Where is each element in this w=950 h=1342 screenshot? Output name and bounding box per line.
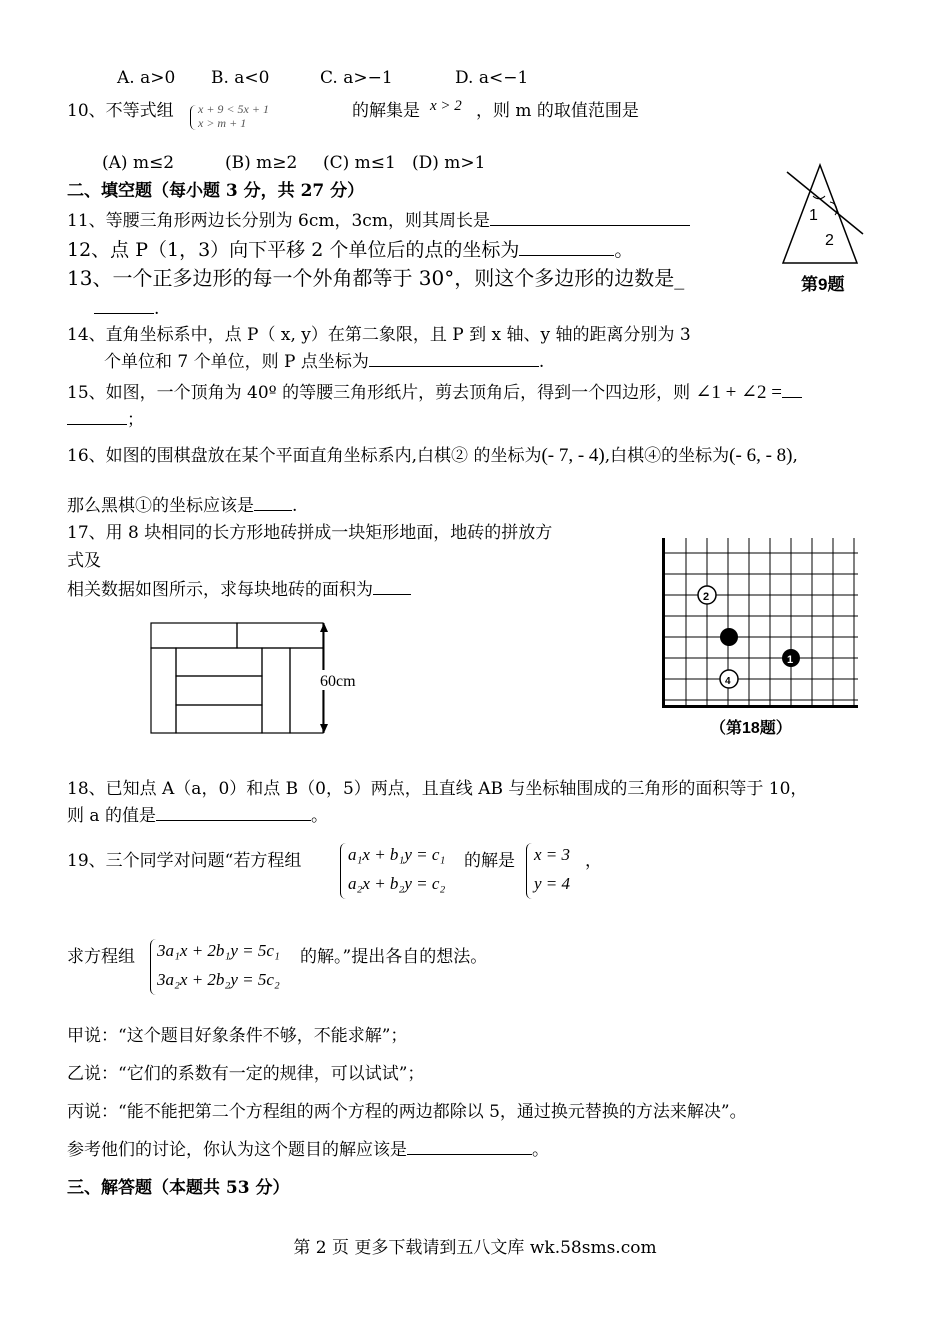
q16-line2 (67, 496, 297, 516)
q17-blank (373, 593, 411, 595)
q16-coord1: (- 7, - 4) (541, 445, 605, 466)
tile-right-vertical-2 (290, 648, 323, 733)
q12-end: 。 (614, 239, 634, 261)
q16-label: 那么黑棋①的坐标应该是 (67, 496, 254, 516)
q12-label: 12、点 P（1，3）向下平移 2 个单位后的点的坐标为 (67, 239, 520, 261)
q10-system (198, 102, 348, 132)
q12-blank (519, 254, 614, 256)
q16-part3: , (792, 446, 798, 466)
q19-bing: 丙说：“能不能把第二个方程组的两个方程的两边都除以 5，通过换元替换的方法来解决”。 (67, 1102, 747, 1122)
q15-label: 15、如图，一个顶角为 40º 的等腰三角形纸片，剪去顶角后，得到一个四边形，则 (67, 383, 691, 403)
go-grid (664, 538, 858, 705)
tile-right-vertical-1 (262, 648, 290, 733)
white-stone-4-label: 4 (725, 676, 731, 687)
q9-option-b: B. a<0 (211, 68, 270, 88)
section2-title: 二、填空题（每小题 3 分，共 27 分） (67, 181, 365, 201)
q14-blank (369, 365, 539, 367)
q10-solution: x > 2 (430, 98, 462, 114)
go-board-border-left (662, 538, 665, 708)
q17-line1: 17、用 8 块相同的长方形地砖拼成一块矩形地面，地砖的拼放方 (67, 523, 553, 543)
q19-line2-prefix: 求方程组 (67, 947, 135, 967)
q17-line2: 式及 (67, 551, 101, 571)
q19-eq1: a₁x + b₁y = c₁ (348, 845, 446, 864)
go-board-border-bottom (662, 705, 858, 708)
q16-part1: 16、如图的围棋盘放在某个平面直角坐标系内,白棋② 的坐标为 (67, 446, 542, 466)
q19-brace-2 (526, 843, 532, 899)
q10-option-b: (B) m≥2 (225, 153, 298, 173)
q14-end: . (538, 352, 545, 372)
q19-comma: ， (585, 851, 602, 871)
fig9-caption: 第9题 (801, 275, 845, 294)
q14-label: 个单位和 7 个单位，则 P 点坐标为 (104, 352, 369, 372)
fig18-caption: （第18题） (710, 720, 792, 737)
q19-sol2: y = 4 (534, 874, 571, 893)
tile-top-right (237, 623, 323, 648)
figure-17-tiles (148, 618, 378, 738)
figure-9-triangle (775, 160, 870, 300)
q19-system-2 (157, 939, 297, 997)
q18-blank (156, 819, 311, 821)
q13-line2 (94, 299, 159, 319)
q19-eq4: 3a₂x + 2b₂y = 5c₂ (157, 970, 280, 989)
q10-brace (190, 105, 196, 130)
q10-mid: 的解集是 (352, 101, 420, 121)
q17-label: 相关数据如图所示，求每块地砖的面积为 (67, 580, 373, 600)
q9-option-a: A. a>0 (117, 68, 176, 88)
q19-brace-1 (340, 843, 346, 899)
dimension-arrow-top (320, 623, 328, 632)
q16-line1 (67, 445, 798, 468)
q15-end: ； (127, 410, 144, 430)
q19-solution (534, 843, 584, 901)
q10-option-d: (D) m>1 (412, 153, 486, 173)
tile-top-left (151, 623, 237, 648)
q17-line3 (67, 580, 411, 600)
q10-system-line1: x + 9 < 5x + 1 (198, 102, 269, 116)
q19-brace-3 (150, 939, 156, 995)
q19-jia: 甲说：“这个题目好象条件不够，不能求解”； (67, 1026, 408, 1046)
q18-label: 则 a 的值是 (67, 806, 156, 826)
q10-suffix: ，则 m 的取值范围是 (476, 101, 639, 121)
black-stone-1-label: 1 (787, 654, 794, 666)
q16-coord2: (- 6, - 8) (729, 445, 793, 466)
q13-end: . (154, 299, 160, 319)
q18-end: 。 (310, 806, 328, 826)
q18-line2 (67, 806, 328, 826)
q19-eq3: 3a₁x + 2b₁y = 5c₁ (157, 941, 280, 960)
black-stone (720, 628, 738, 646)
q14-line1: 14、直角坐标系中，点 P（ x, y）在第二象限，且 P 到 x 轴、y 轴的距离分别为 3 (67, 325, 691, 345)
q19-system-1 (348, 843, 458, 901)
q15-blank-a (782, 396, 802, 398)
q19-line2-suffix: 的解。”提出各自的想法。 (300, 947, 488, 967)
q16-end: . (292, 496, 298, 516)
dimension-label: 60cm (320, 673, 356, 690)
q19-yi: 乙说：“它们的系数有一定的规律，可以试试”； (67, 1064, 425, 1084)
q19-blank (407, 1153, 532, 1155)
q15-line1 (67, 382, 802, 405)
q13-blank (94, 312, 154, 314)
q11-text (67, 211, 690, 231)
fig9-label-1: 1 (809, 207, 818, 224)
q9-option-d: D. a<−1 (455, 68, 529, 88)
q19-conclusion (67, 1140, 549, 1160)
q12-text (67, 239, 633, 262)
q19-prefix: 19、三个同学对问题“若方程组 (67, 851, 302, 871)
q16-part2: ,白棋④的坐标为 (604, 446, 730, 466)
q10-prefix: 10、不等式组 (67, 101, 174, 121)
q19-end: 。 (532, 1140, 549, 1160)
figure-18-go-board (655, 535, 865, 745)
tile-left-vertical (151, 648, 176, 733)
q15-blank-b (67, 423, 127, 425)
tile-middle-1 (176, 648, 262, 676)
q10-option-c: (C) m≤1 (323, 153, 396, 173)
q10-system-line2: x > m + 1 (198, 116, 247, 130)
tile-middle-2 (176, 676, 262, 705)
tile-middle-3 (176, 705, 262, 733)
dimension-arrow-bottom (320, 724, 328, 733)
q15-line2 (67, 410, 144, 430)
q13-line1: 13、一个正多边形的每一个外角都等于 30°，则这个多边形的边数是_ (67, 266, 685, 290)
q18-line1: 18、已知点 A（a，0）和点 B（0，5）两点，且直线 AB 与坐标轴围成的三角形的面积等于 10， (67, 779, 808, 799)
q10-option-a: (A) m≤2 (102, 153, 175, 173)
q19-mid: 的解是 (464, 851, 515, 871)
page-footer: 第 2 页 更多下载请到五八文库 wk.58sms.com (293, 1238, 657, 1258)
q15-expr: ∠1 + ∠2 = (695, 382, 783, 403)
section3-title: 三、解答题（本题共 53 分） (67, 1178, 290, 1198)
white-stone-2-label: 2 (703, 591, 710, 603)
q19-sol1: x = 3 (534, 845, 571, 864)
fig9-label-2: 2 (825, 232, 834, 249)
q11-blank (490, 224, 690, 226)
q14-line2 (104, 352, 544, 372)
q11-label: 11、等腰三角形两边长分别为 6cm，3cm，则其周长是 (67, 211, 490, 231)
q19-eq2: a₂x + b₂y = c₂ (348, 874, 446, 893)
q16-blank (254, 509, 292, 511)
q19-conclusion-label: 参考他们的讨论，你认为这个题目的解应该是 (67, 1140, 407, 1160)
q9-option-c: C. a>−1 (320, 68, 393, 88)
fig9-triangle-shape (783, 165, 857, 263)
fig9-cut-line (787, 172, 863, 234)
